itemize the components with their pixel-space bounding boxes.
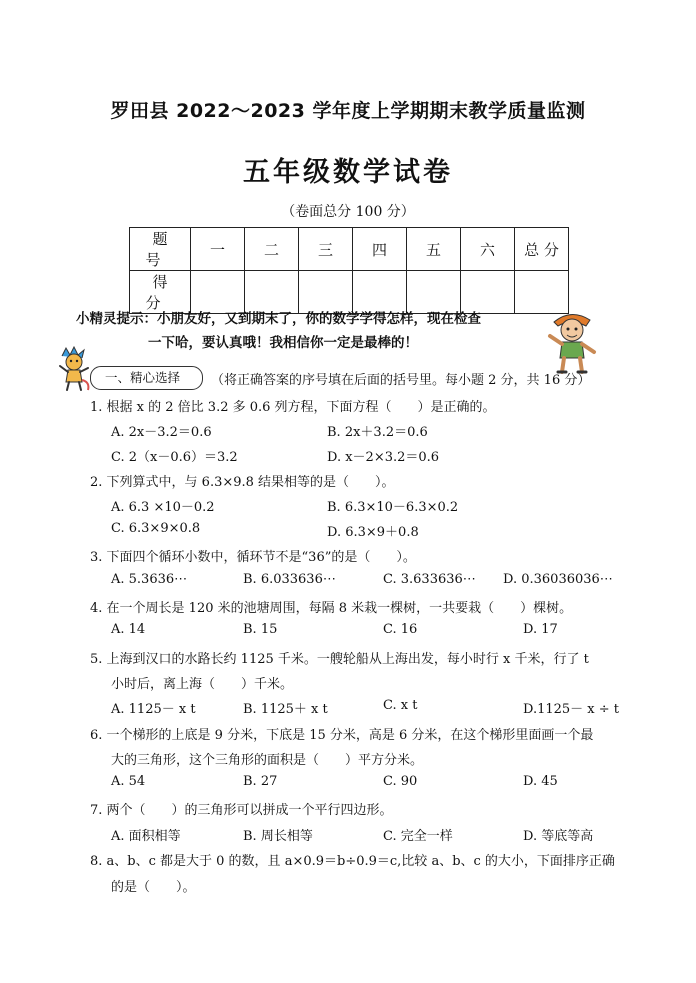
question-4-option-b: B. 15 (243, 622, 278, 637)
question-3-option-d: D. 0.36036036⋯ (503, 572, 613, 587)
score-table-header-row (130, 228, 569, 271)
question-1-option-c: C. 2（x－0.6）＝3.2 (111, 450, 238, 465)
question-4-option-c: C. 16 (383, 622, 418, 637)
question-8-stem-line-1: 8. a、b、c 都是大于 0 的数，且 a×0.9＝b÷0.9＝c,比较 a、b、c 的大小，下面排序正确 (90, 854, 615, 869)
question-1-option-b: B. 2x＋3.2＝0.6 (327, 425, 428, 440)
question-6-option-b: B. 27 (243, 774, 278, 789)
section-1-instruction: （将正确答案的序号填在后面的括号里。每小题 2 分，共 16 分） (211, 373, 591, 388)
question-5-option-b: B. 1125＋ x t (243, 702, 328, 717)
question-4-option-d: D. 17 (523, 622, 558, 637)
score-cell-header: 二 (245, 228, 299, 271)
score-cell-header: 六 (461, 228, 515, 271)
question-7-option-c: C. 完全一样 (383, 829, 453, 844)
tip-line-2: 一下哈，要认真哦！我相信你一定是最棒的！ (148, 335, 418, 351)
exam-header: 罗田县 2022～2023 学年度上学期期末教学质量监测 (110, 100, 586, 122)
question-5-stem-line-2: 小时后，离上海（ ）千米。 (111, 677, 294, 692)
question-1-stem: 1. 根据 x 的 2 倍比 3.2 多 0.6 列方程，下面方程（ ）是正确的。 (90, 400, 496, 415)
exam-title: 五年级数学试卷 (243, 157, 453, 188)
question-6-option-d: D. 45 (523, 774, 558, 789)
question-6-option-c: C. 90 (383, 774, 418, 789)
score-cell-label: 题 号 (130, 228, 191, 271)
question-3-option-c: C. 3.633636⋯ (383, 572, 476, 587)
question-5-stem-line-1: 5. 上海到汉口的水路长约 1125 千米。一艘轮船从上海出发，每小时行 x 千米，行了 t (90, 652, 589, 667)
question-8-stem-line-2: 的是（ ）。 (111, 880, 196, 895)
question-2-stem: 2. 下列算式中，与 6.3×9.8 结果相等的是（ ）。 (90, 475, 395, 490)
score-cell-label: 得 分 (130, 271, 191, 314)
question-1-option-d: D. x－2×3.2＝0.6 (327, 450, 440, 465)
pirate-kid-illustration (540, 306, 602, 378)
question-7-stem: 7. 两个（ ）的三角形可以拼成一个平行四边形。 (90, 803, 393, 818)
score-cell-header: 五 (407, 228, 461, 271)
score-cell-header: 三 (299, 228, 353, 271)
score-cell-header: 一 (191, 228, 245, 271)
question-5-option-c: C. x t (383, 698, 418, 713)
score-cell-header: 总 分 (515, 228, 569, 271)
question-4-option-a: A. 14 (111, 622, 146, 637)
question-3-option-a: A. 5.3636⋯ (111, 572, 188, 587)
section-1-label: 一、精心选择 (90, 366, 203, 390)
question-7-option-d: D. 等底等高 (523, 829, 594, 844)
question-6-stem-line-1: 6. 一个梯形的上底是 9 分米，下底是 15 分米，高是 6 分米，在这个梯形里面画一个最 (90, 728, 594, 743)
question-6-option-a: A. 54 (111, 774, 146, 789)
question-5-option-d: D.1125－ x ÷ t (523, 702, 620, 717)
question-2-option-c: C. 6.3×9×0.8 (111, 521, 201, 536)
exam-subtitle: （卷面总分 100 分） (281, 204, 415, 220)
question-2-option-d: D. 6.3×9＋0.8 (327, 525, 419, 540)
question-7-option-a: A. 面积相等 (111, 829, 181, 844)
question-6-stem-line-2: 大的三角形，这个三角形的面积是（ ）平方分米。 (111, 753, 424, 768)
score-cell-header: 四 (353, 228, 407, 271)
question-2-option-a: A. 6.3 ×10－0.2 (111, 500, 215, 515)
dragon-mascot-illustration (56, 346, 92, 392)
tip-line-1: 小精灵提示：小朋友好，又到期末了，你的数学学得怎样，现在检查 (76, 311, 481, 327)
question-1-option-a: A. 2x－3.2＝0.6 (111, 425, 212, 440)
question-7-option-b: B. 周长相等 (243, 829, 313, 844)
question-5-option-a: A. 1125－ x t (111, 702, 196, 717)
question-3-stem: 3. 下面四个循环小数中，循环节不是“36”的是（ ）。 (90, 550, 416, 565)
question-4-stem: 4. 在一个周长是 120 米的池塘周围，每隔 8 米栽一棵树，一共要栽（ ）棵树。 (90, 601, 573, 616)
question-2-option-b: B. 6.3×10－6.3×0.2 (327, 500, 459, 515)
question-3-option-b: B. 6.033636⋯ (243, 572, 336, 587)
score-table (129, 227, 569, 314)
